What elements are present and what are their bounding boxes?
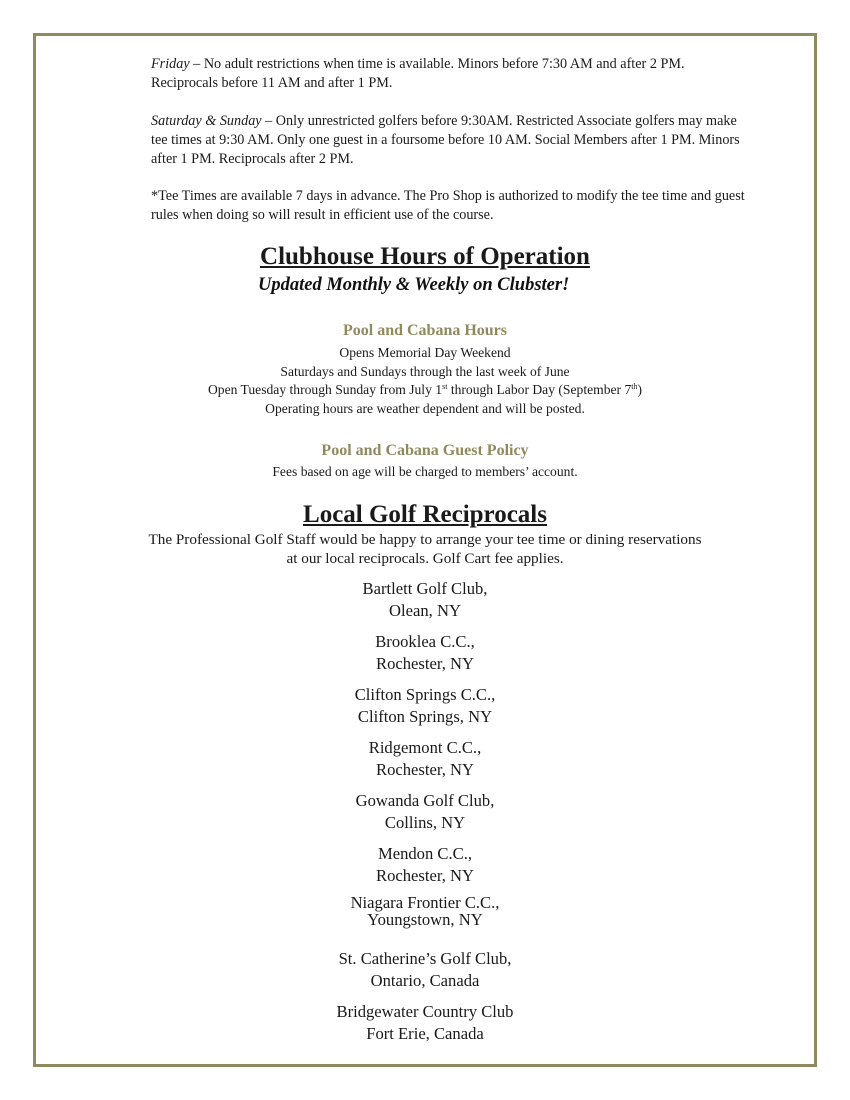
pool-hours-line-3-a: Open Tuesday through Sunday from July 1 (207, 382, 443, 397)
club-location: Olean, NY (389, 601, 461, 620)
clubhouse-hours-title: Clubhouse Hours of Operation (260, 243, 590, 270)
tee-times-note: *Tee Times are available 7 days in advance. The Pro Shop is authorized to modify the tee time and guest rules when doing so will result in efficient use of the course. (151, 188, 745, 223)
clubhouse-subtitle: Updated Monthly & Weekly on Clubster! (258, 275, 570, 295)
weekend-text: – Only unrestricted golfers before 9:30AM. Restricted Associate golfers may make tee times at 9:30 AM. Only one guest in a foursome before 10 AM. Social Members after 1 PM. Minors after 1 PM. Reciprocals after 2 PM. (151, 113, 740, 167)
reciprocal-club (0, 1001, 850, 1045)
club-name: Ridgemont C.C., (368, 738, 482, 757)
reciprocal-club (0, 790, 850, 834)
club-location: Clifton Springs, NY (357, 707, 493, 726)
friday-text: – No adult restrictions when time is available. Minors before 7:30 AM and after 2 PM. Reciprocals before 11 AM and after 1 PM. (151, 56, 685, 91)
club-location: Collins, NY (384, 813, 466, 832)
pool-hours-line-2: Saturdays and Sundays through the last week of June (280, 364, 570, 379)
reciprocal-club (0, 737, 850, 781)
club-name: Bridgewater Country Club (336, 1002, 514, 1021)
friday-label: Friday (151, 56, 190, 72)
reciprocal-club (0, 684, 850, 728)
pool-hours-line-3-b: through Labor Day (September 7 (447, 382, 632, 397)
club-name: St. Catherine’s Golf Club, (338, 949, 512, 968)
ordinal-st: st (442, 382, 448, 391)
weekend-label: Saturday & Sunday (151, 113, 262, 129)
reciprocal-club (0, 948, 850, 992)
reciprocal-club (0, 578, 850, 622)
club-name: Gowanda Golf Club, (355, 791, 495, 810)
club-name: Clifton Springs C.C., (354, 685, 496, 704)
friday-rule (151, 55, 751, 93)
reciprocals-intro-line-2: at our local reciprocals. Golf Cart fee applies. (286, 550, 564, 567)
pool-hours-line-3 (0, 380, 850, 399)
club-location: Youngstown, NY (367, 910, 483, 929)
club-name: Bartlett Golf Club, (362, 579, 488, 598)
reciprocal-club (0, 631, 850, 675)
club-location: Rochester, NY (376, 654, 474, 673)
club-name: Mendon C.C., (377, 844, 473, 863)
reciprocal-club (0, 894, 850, 928)
reciprocals-title: Local Golf Reciprocals (303, 501, 547, 528)
reciprocals-intro-line-1: The Professional Golf Staff would be happy to arrange your tee time or dining reservations (148, 531, 702, 548)
weekend-rule (151, 112, 751, 169)
pool-hours-line-1: Opens Memorial Day Weekend (339, 345, 511, 360)
club-location: Fort Erie, Canada (366, 1024, 484, 1043)
pool-guest-policy-title: Pool and Cabana Guest Policy (321, 442, 529, 459)
ordinal-th: th (631, 382, 638, 391)
club-location: Ontario, Canada (370, 971, 480, 990)
pool-hours-line-3-c: ) (637, 382, 643, 397)
club-location: Rochester, NY (376, 760, 474, 779)
club-name: Brooklea C.C., (375, 632, 475, 651)
pool-hours-title: Pool and Cabana Hours (342, 322, 508, 339)
pool-guest-policy-text: Fees based on age will be charged to members’ account. (272, 464, 578, 479)
pool-hours-line-4: Operating hours are weather dependent and will be posted. (265, 401, 585, 416)
club-location: Rochester, NY (376, 866, 474, 885)
club-name: Niagara Frontier C.C., (350, 893, 500, 912)
reciprocal-club (0, 843, 850, 887)
